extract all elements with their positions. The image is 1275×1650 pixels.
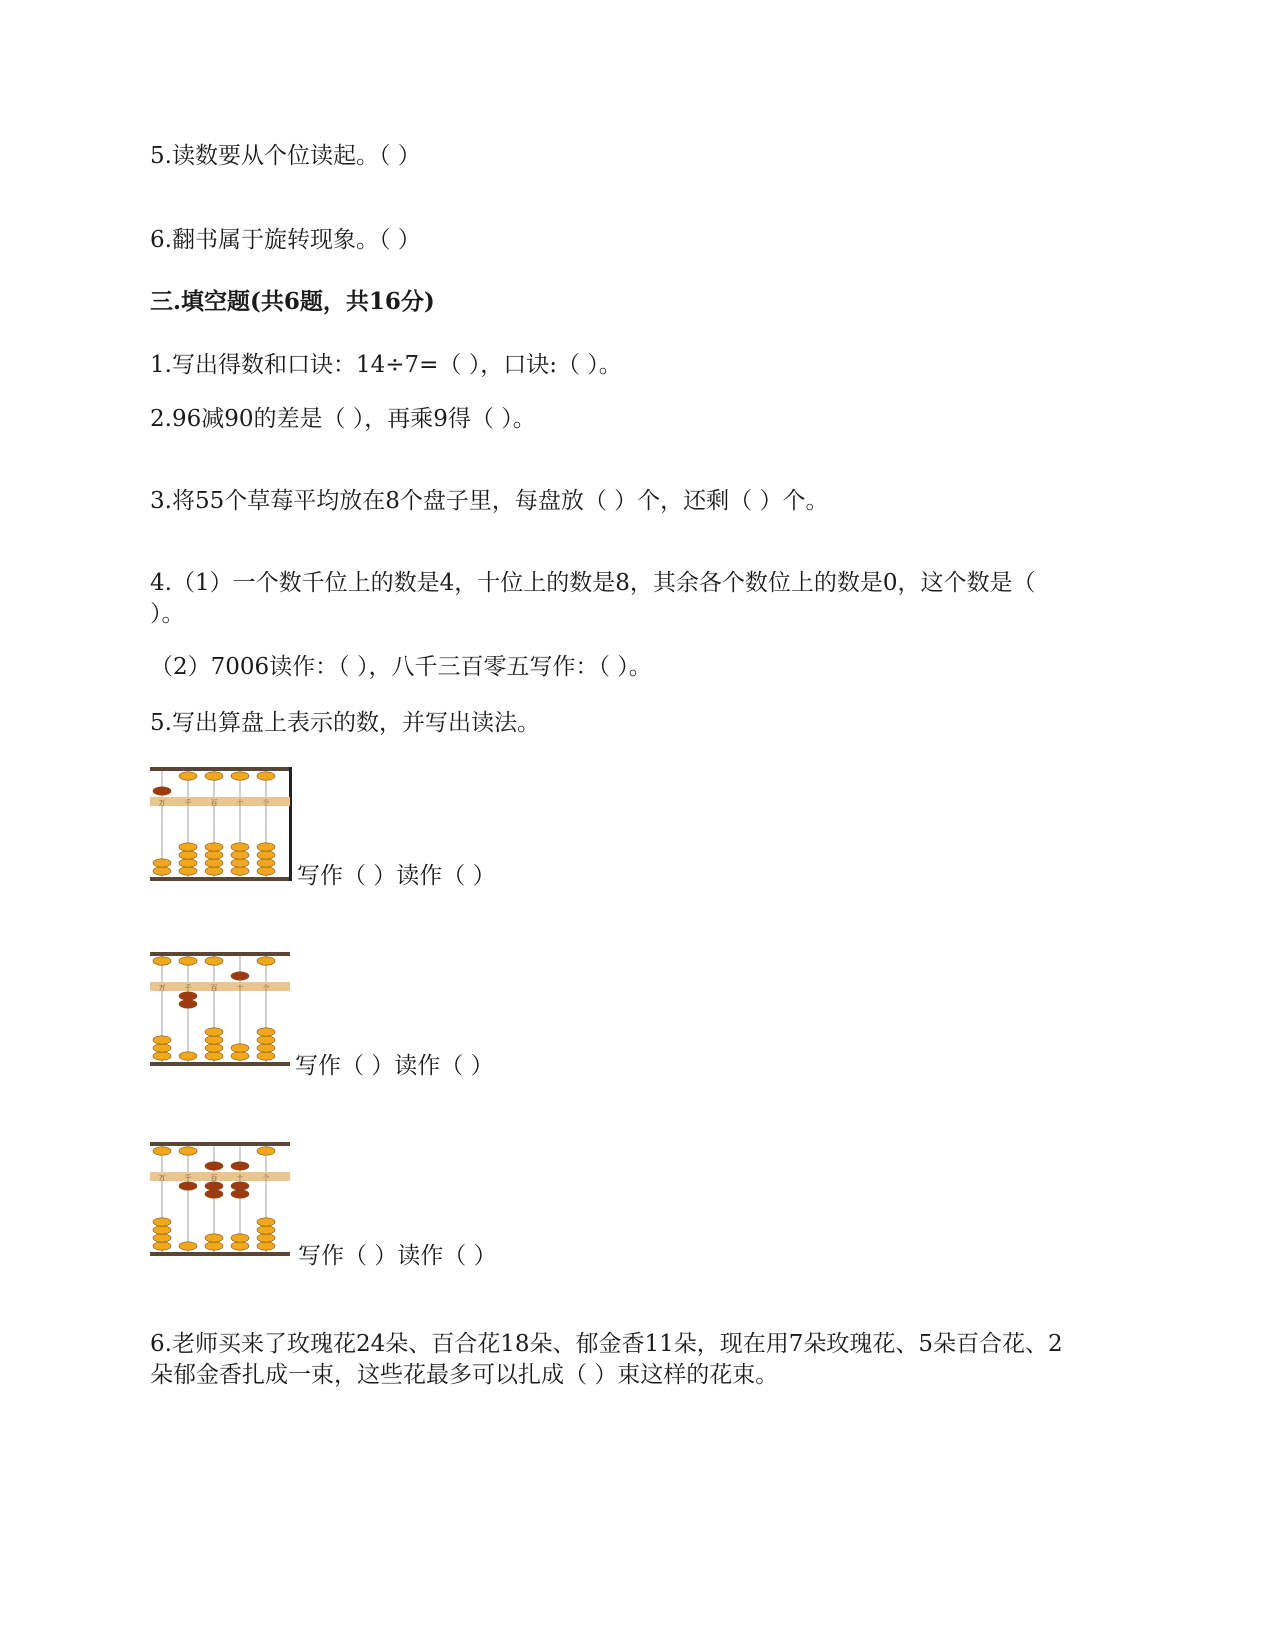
abacus-2 xyxy=(150,950,300,1085)
lower-bead xyxy=(205,867,223,875)
lower-bead xyxy=(205,1234,223,1242)
lower-bead xyxy=(205,1044,223,1052)
judgement-q6: 6.翻书属于旋转现象。（ ） xyxy=(150,227,421,253)
lower-bead xyxy=(257,1226,275,1234)
upper-bead xyxy=(205,957,223,965)
upper-bead-active xyxy=(153,787,171,795)
lower-bead xyxy=(257,1028,275,1036)
lower-bead xyxy=(205,1242,223,1250)
lower-bead xyxy=(205,843,223,851)
lower-bead-active xyxy=(179,992,197,1000)
lower-bead xyxy=(231,859,249,867)
fill-q4-line1: 4.（1）一个数千位上的数是4，十位上的数是8，其余各个数位上的数是0，这个数是（ xyxy=(150,570,1036,596)
lower-bead xyxy=(153,1044,171,1052)
abacus-2-answer: 写作（ ）读作（ ） xyxy=(295,1053,494,1079)
upper-bead xyxy=(153,957,171,965)
lower-bead xyxy=(231,1234,249,1242)
lower-bead xyxy=(153,1052,171,1060)
lower-bead xyxy=(231,843,249,851)
lower-bead xyxy=(257,843,275,851)
upper-bead-active xyxy=(231,972,249,980)
lower-bead xyxy=(179,859,197,867)
upper-bead-active xyxy=(205,1162,223,1170)
lower-bead xyxy=(257,1234,275,1242)
abacus-place-label: 个 xyxy=(262,984,270,992)
upper-bead xyxy=(257,772,275,780)
lower-bead xyxy=(153,867,171,875)
lower-bead xyxy=(205,1052,223,1060)
lower-bead xyxy=(257,1044,275,1052)
abacus-1 xyxy=(150,765,300,900)
abacus-place-label: 万 xyxy=(158,1174,166,1182)
abacus-place-label: 千 xyxy=(184,984,192,992)
lower-bead xyxy=(179,851,197,859)
fill-q4-part2: （2）7006读作：（ ），八千三百零五写作：（ ）。 xyxy=(150,654,652,680)
lower-bead xyxy=(153,1218,171,1226)
abacus-place-label: 个 xyxy=(262,1174,270,1182)
lower-bead xyxy=(257,851,275,859)
abacus-svg xyxy=(150,950,300,1075)
fill-q3: 3.将55个草莓平均放在8个盘子里，每盘放（ ）个，还剩（ ）个。 xyxy=(150,488,829,514)
abacus-place-label: 万 xyxy=(158,984,166,992)
lower-bead xyxy=(153,1242,171,1250)
upper-bead xyxy=(153,1147,171,1155)
lower-bead xyxy=(179,843,197,851)
abacus-place-label: 十 xyxy=(236,984,244,992)
abacus-top-frame xyxy=(150,767,290,771)
abacus-3-answer: 写作（ ）读作（ ） xyxy=(298,1243,497,1269)
lower-bead-active xyxy=(205,1182,223,1190)
upper-bead xyxy=(179,957,197,965)
abacus-svg xyxy=(150,765,300,890)
abacus-place-label: 百 xyxy=(210,1174,218,1182)
lower-bead-active xyxy=(231,1190,249,1198)
lower-bead-active xyxy=(205,1190,223,1198)
fill-q4-line2: ）。 xyxy=(150,601,185,627)
abacus-place-label: 十 xyxy=(236,799,244,807)
upper-bead xyxy=(205,772,223,780)
lower-bead xyxy=(257,1218,275,1226)
lower-bead xyxy=(257,1036,275,1044)
abacus-place-label: 个 xyxy=(262,799,270,807)
upper-bead xyxy=(179,772,197,780)
lower-bead xyxy=(179,1242,197,1250)
lower-bead xyxy=(153,1036,171,1044)
abacus-1-answer: 写作（ ）读作（ ） xyxy=(297,863,496,889)
fill-q2: 2.96减90的差是（ ），再乘9得（ ）。 xyxy=(150,406,536,432)
lower-bead xyxy=(205,859,223,867)
abacus-place-label: 万 xyxy=(158,799,166,807)
abacus-place-label: 十 xyxy=(236,1174,244,1182)
abacus-place-label: 千 xyxy=(184,799,192,807)
abacus-place-label: 千 xyxy=(184,1174,192,1182)
fill-q1: 1.写出得数和口诀：14÷7=（ ），口诀:（ ）。 xyxy=(150,352,622,378)
lower-bead xyxy=(231,1242,249,1250)
section-title: 三.填空题(共6题，共16分) xyxy=(150,288,435,315)
abacus-top-frame xyxy=(150,952,290,956)
lower-bead xyxy=(153,1234,171,1242)
lower-bead xyxy=(231,867,249,875)
lower-bead-active xyxy=(231,1182,249,1190)
lower-bead xyxy=(179,867,197,875)
upper-bead xyxy=(257,1147,275,1155)
lower-bead xyxy=(153,859,171,867)
lower-bead xyxy=(257,1242,275,1250)
lower-bead xyxy=(205,851,223,859)
abacus-svg xyxy=(150,1140,300,1265)
abacus-place-label: 百 xyxy=(210,799,218,807)
abacus-bottom-frame xyxy=(150,1252,290,1256)
lower-bead xyxy=(231,851,249,859)
lower-bead xyxy=(257,859,275,867)
upper-bead xyxy=(257,957,275,965)
abacus-3 xyxy=(150,1140,300,1275)
abacus-side-frame xyxy=(289,767,292,881)
lower-bead-active xyxy=(179,1182,197,1190)
lower-bead xyxy=(205,1028,223,1036)
lower-bead xyxy=(231,1044,249,1052)
lower-bead xyxy=(179,1052,197,1060)
fill-q6-line2: 朵郁金香扎成一束，这些花最多可以扎成（ ）束这样的花束。 xyxy=(150,1362,779,1388)
lower-bead xyxy=(231,1052,249,1060)
lower-bead xyxy=(205,1036,223,1044)
upper-bead-active xyxy=(231,1162,249,1170)
lower-bead xyxy=(153,1226,171,1234)
fill-q5: 5.写出算盘上表示的数，并写出读法。 xyxy=(150,710,540,736)
abacus-bottom-frame xyxy=(150,877,290,881)
lower-bead-active xyxy=(179,1000,197,1008)
fill-q6-line1: 6.老师买来了玫瑰花24朵、百合花18朵、郁金香11朵，现在用7朵玫瑰花、5朵百合花、2 xyxy=(150,1331,1063,1357)
upper-bead xyxy=(179,1147,197,1155)
lower-bead xyxy=(257,1052,275,1060)
abacus-place-label: 百 xyxy=(210,984,218,992)
judgement-q5: 5.读数要从个位读起。（ ） xyxy=(150,143,421,169)
abacus-bottom-frame xyxy=(150,1062,290,1066)
abacus-top-frame xyxy=(150,1142,290,1146)
lower-bead xyxy=(257,867,275,875)
upper-bead xyxy=(231,772,249,780)
